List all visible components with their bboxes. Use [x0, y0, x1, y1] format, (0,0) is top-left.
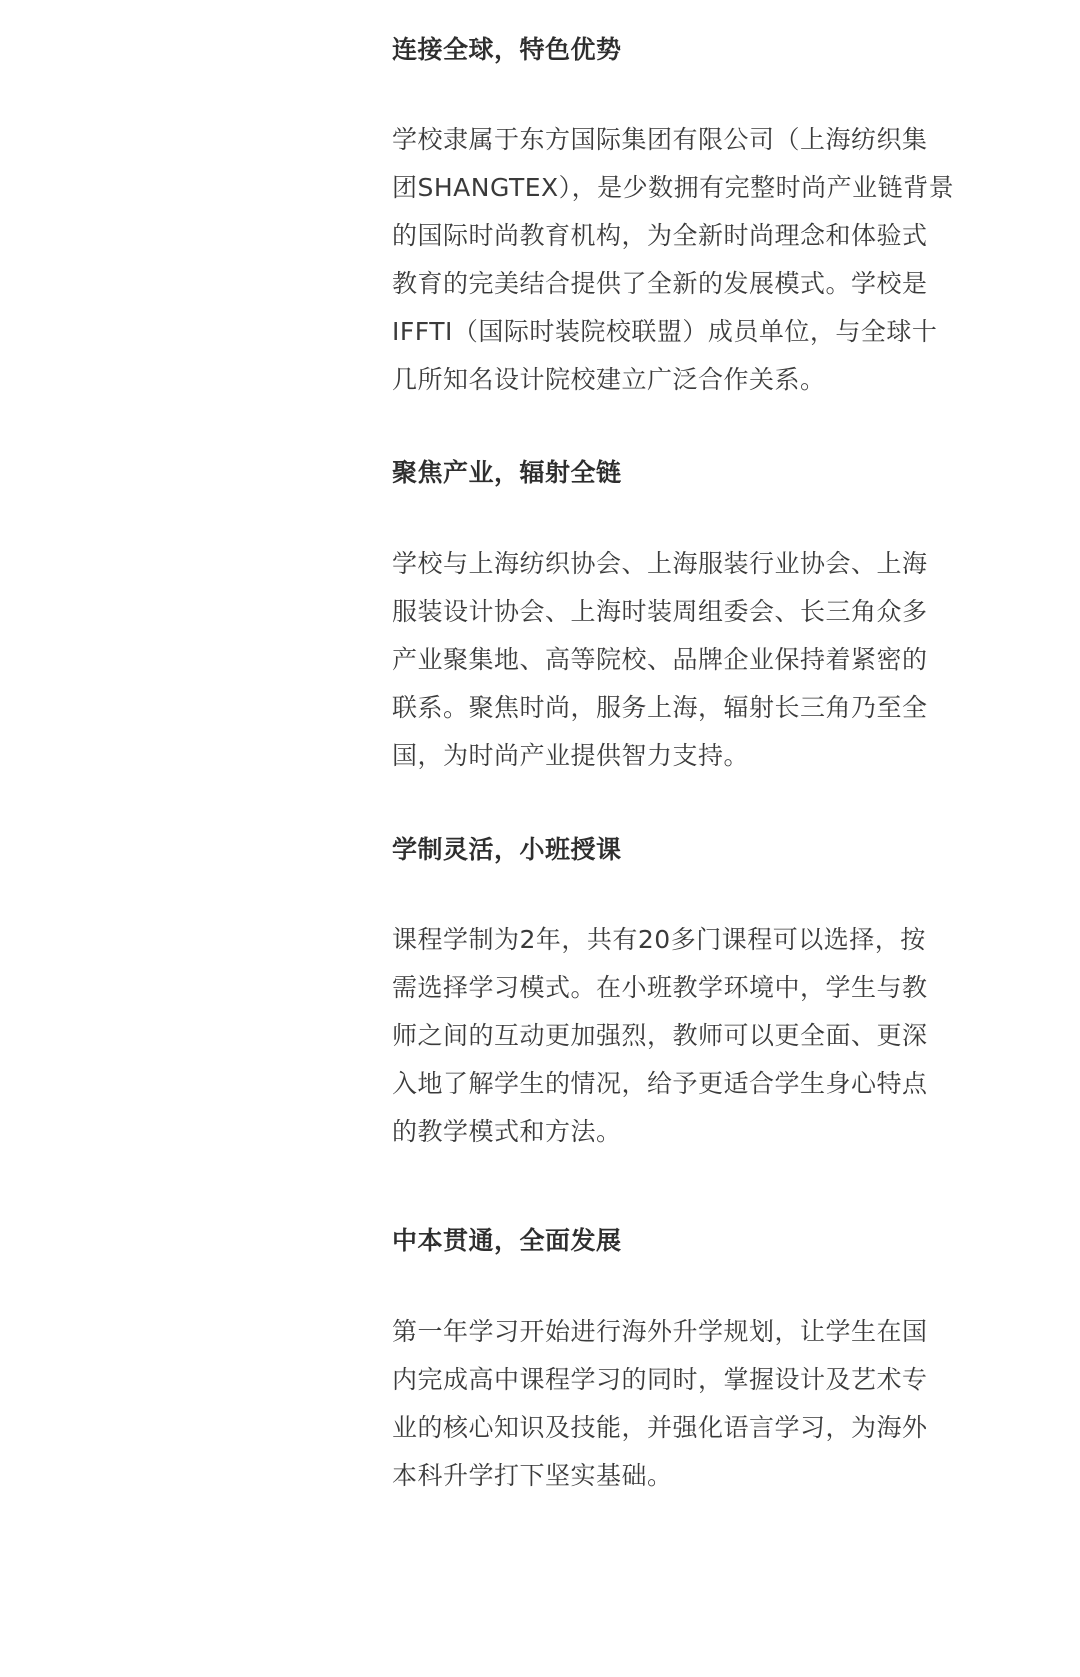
section-heading-industry: 聚焦产业，辐射全链 [392, 458, 622, 487]
paragraph-line: 本科升学打下坚实基础。 [392, 1461, 673, 1490]
paragraph-line: 服装设计协会、上海时装周组委会、长三角众多 [392, 597, 928, 626]
paragraph-line: 教育的完美结合提供了全新的发展模式。学校是 [392, 269, 928, 298]
paragraph-line: 国，为时尚产业提供智力支持。 [392, 741, 750, 770]
section-paragraph-schooling [392, 916, 928, 1156]
paragraph-line: 的国际时尚教育机构，为全新时尚理念和体验式 [392, 221, 928, 250]
paragraph-line: 需选择学习模式。在小班教学环境中，学生与教 [392, 973, 928, 1002]
section-paragraph-development [392, 1308, 928, 1500]
section-heading-development: 中本贯通，全面发展 [392, 1226, 622, 1255]
section-heading-schooling: 学制灵活，小班授课 [392, 835, 622, 864]
paragraph-line: 内完成高中课程学习的同时，掌握设计及艺术专 [392, 1365, 928, 1394]
paragraph-line: 联系。聚焦时尚，服务上海，辐射长三角乃至全 [392, 693, 928, 722]
paragraph-line: 业的核心知识及技能，并强化语言学习，为海外 [392, 1413, 928, 1442]
paragraph-line: 学校隶属于东方国际集团有限公司（上海纺织集 [392, 125, 928, 154]
paragraph-line: 师之间的互动更加强烈，教师可以更全面、更深 [392, 1021, 928, 1050]
paragraph-line: IFFTI（国际时装院校联盟）成员单位，与全球十 [392, 317, 938, 346]
paragraph-line: 产业聚集地、高等院校、品牌企业保持着紧密的 [392, 645, 928, 674]
paragraph-line: 学校与上海纺织协会、上海服装行业协会、上海 [392, 549, 928, 578]
section-heading-global: 连接全球，特色优势 [392, 35, 622, 64]
section-paragraph-industry [392, 540, 928, 780]
paragraph-line: 团SHANGTEX），是少数拥有完整时尚产业链背景 [392, 173, 955, 202]
paragraph-line: 课程学制为2年，共有20多门课程可以选择，按 [392, 925, 926, 954]
section-paragraph-global [392, 116, 954, 404]
paragraph-line: 入地了解学生的情况，给予更适合学生身心特点 [392, 1069, 928, 1098]
paragraph-line: 几所知名设计院校建立广泛合作关系。 [392, 365, 826, 394]
paragraph-line: 第一年学习开始进行海外升学规划，让学生在国 [392, 1317, 928, 1346]
paragraph-line: 的教学模式和方法。 [392, 1117, 622, 1146]
